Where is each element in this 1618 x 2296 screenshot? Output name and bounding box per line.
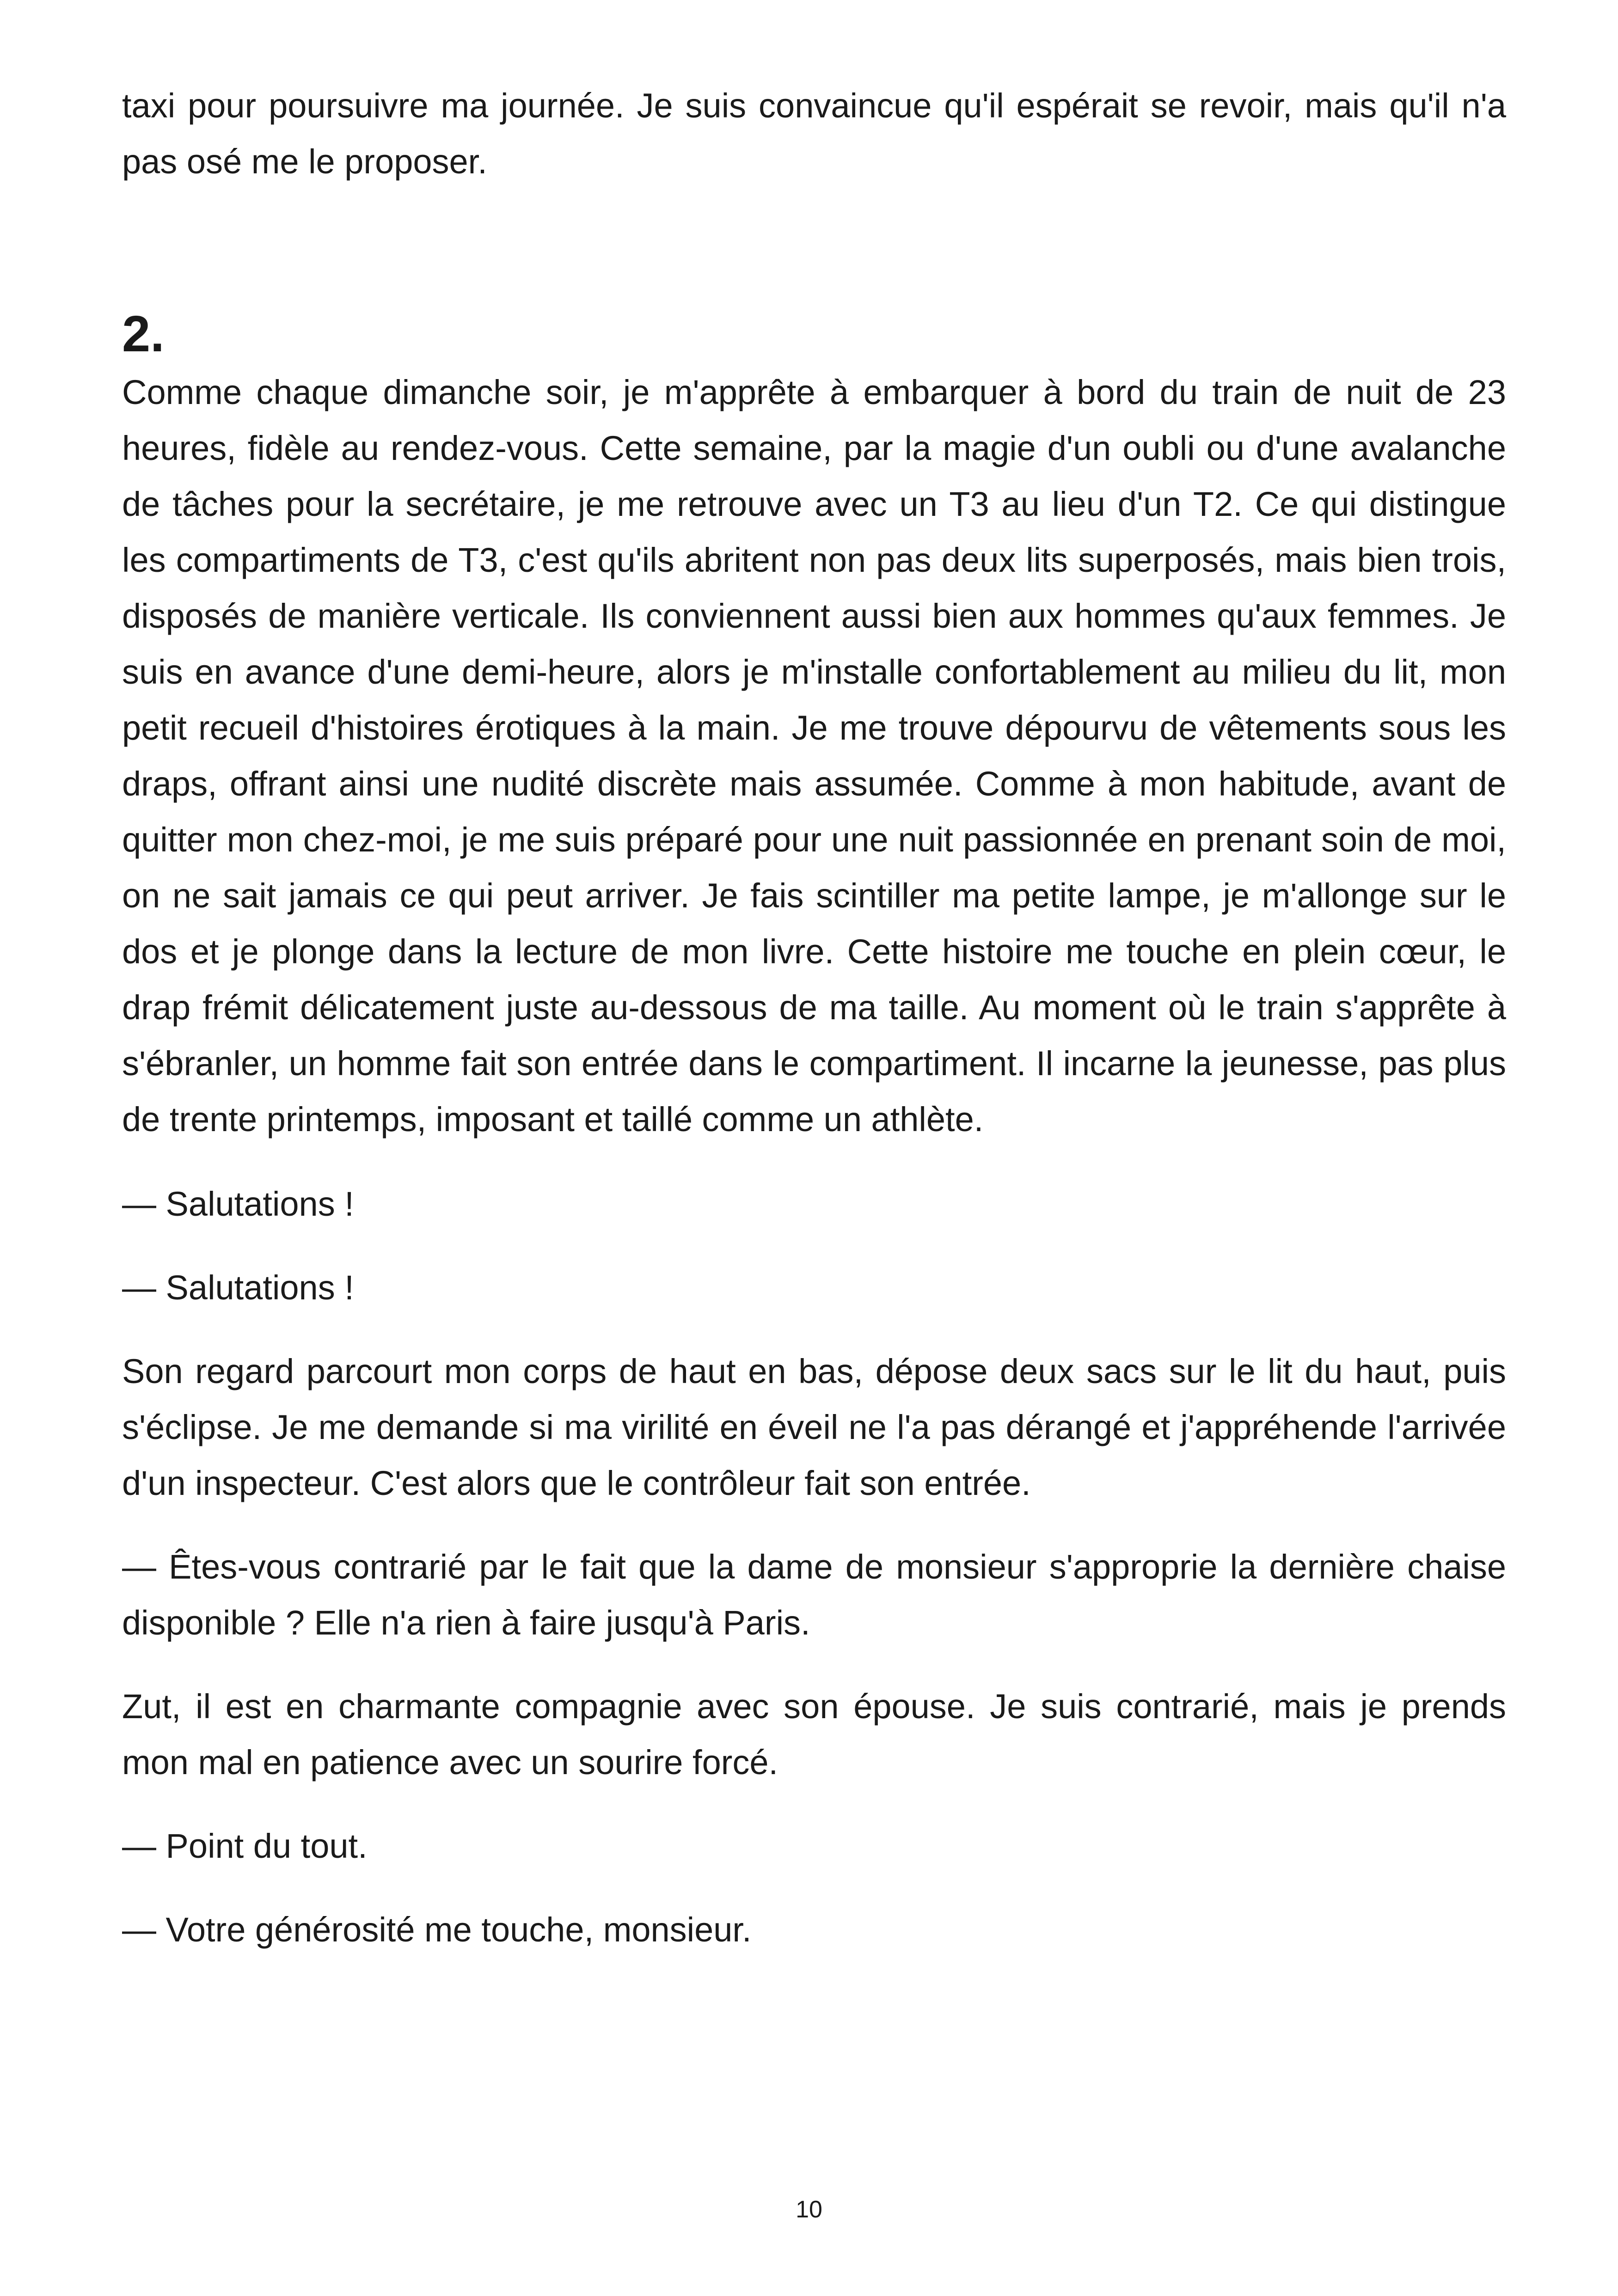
dialogue-line-5: — Votre générosité me touche, monsieur. <box>122 1910 752 1949</box>
dialogue-line-1: — Salutations ! <box>122 1185 354 1223</box>
opening-paragraph: taxi pour poursuivre ma journée. Je suis convaincue qu'il espérait se revoir, mais qu'il n'a pas osé me le proposer. <box>122 86 1506 181</box>
dialogue-line-4: — Point du tout. <box>122 1827 368 1865</box>
page-body <box>122 78 1506 1958</box>
dialogue-line-3: — Êtes-vous contrarié par le fait que la dame de monsieur s'approprie la dernière chaise disponible ? Elle n'a rien à faire jusqu'à Paris. <box>122 1548 1506 1642</box>
paragraph-3: Zut, il est en charmante compagnie avec son épouse. Je suis contrarié, mais je prends mon mal en patience avec un sourire forcé. <box>122 1687 1506 1782</box>
paragraph-2: Son regard parcourt mon corps de haut en bas, dépose deux sacs sur le lit du haut, puis s'éclipse. Je me demande si ma virilité en éveil ne l'a pas dérangé et j'appréhende l'arrivée d'un inspecteur. C'est alors que le contrôleur fait son entrée. <box>122 1352 1506 1502</box>
page-number: 10 <box>796 2196 822 2223</box>
dialogue-line-2: — Salutations ! <box>122 1268 354 1307</box>
paragraph-1: Comme chaque dimanche soir, je m'apprête à embarquer à bord du train de nuit de 23 heures, fidèle au rendez-vous. Cette semaine, par la magie d'un oubli ou d'une avalanche de tâches pour la secrétaire, je me retrouve avec un T3 au lieu d'un T2. Ce qui distingue les compartiments de T3, c'est qu'ils abritent non pas deux lits superposés, mais bien trois, disposés de manière verticale. Ils conviennent aussi bien aux hommes qu'aux femmes. Je suis en avance d'une demi-heure, alors je m'installe confortablement au milieu du lit, mon petit recueil d'histoires érotiques à la main. Je me trouve dépourvu de vêtements sous les draps, offrant ainsi une nudité discrète mais assumée. Comme à mon habitude, avant de quitter mon chez-moi, je me suis préparé pour une nuit passionnée en prenant soin de moi, on ne sait jamais ce qui peut arriver. Je fais scintiller ma petite lampe, je m'allonge sur le dos et je plonge dans la lecture de mon livre. Cette histoire me touche en plein cœur, le drap frémit délicatement juste au-dessous de ma taille. Au moment où le train s'apprête à s'ébranler, un homme fait son entrée dans le compartiment. Il incarne la jeunesse, pas plus de trente printemps, imposant et taillé comme un athlète. <box>122 373 1506 1139</box>
chapter-heading: 2. <box>122 306 165 362</box>
